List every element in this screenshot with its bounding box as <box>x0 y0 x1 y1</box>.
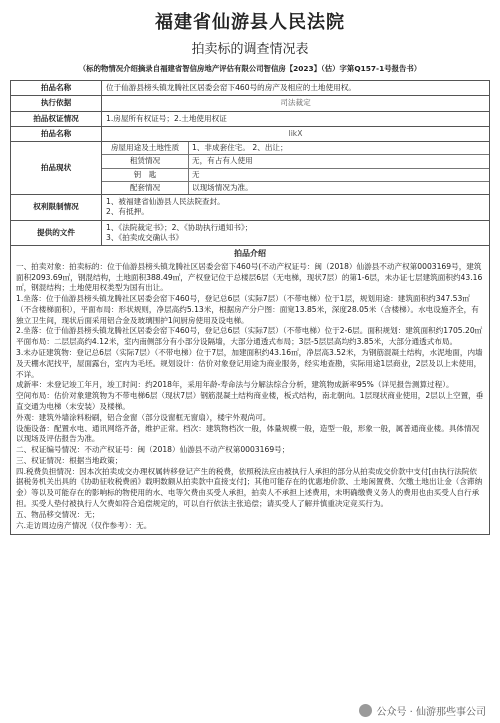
status-key: 配套情况 <box>102 181 189 194</box>
status-cell <box>102 142 490 195</box>
label-provided-documents: 提供的文件 <box>11 220 102 246</box>
description-paragraph: 二、权证编号情况：不动产权证号：闽（2018）仙游县不动产权第0003169号； <box>16 445 290 455</box>
restriction-line: 2、有抵押。 <box>106 207 149 217</box>
appraisal-basis-note: （标的物情况介绍摘录自福建省智信房地产评估有限公司智信房【2023】（估）字第Q157-1号报告书） <box>78 64 422 73</box>
row-provided-documents <box>11 220 490 246</box>
description-paragraph: 空间布局：估价对象建筑物为不带电梯6层（现状7层）钢筋混凝土结构商业楼，板式结构，南北朝向。1层现状商业使用，2层以上空置，垂直交通为电梯（未安装）及楼梯。 <box>16 391 484 411</box>
description-paragraph: 外观：建筑外墙涂料粉刷，铝合金窗（部分设窗框无窗扇），楼宇外观尚可。 <box>16 412 271 422</box>
description-paragraph: 五、物品移交情况：无； <box>16 509 100 519</box>
label-rights-certificate: 拍品权证情况 <box>11 111 102 126</box>
row-execution-basis <box>11 96 490 111</box>
description-paragraph: 一、拍卖对象：拍卖标的：位于仙游县榜头镇龙腾社区居委会窑下460号(不动产权证号：闽（2018）仙游县不动产权第0003169号，建筑面积2093.69㎡，钢混结构，土地面积388.49㎡，产权登记位于总楼层6层（无电梯，现状7层）的第1-6层，未办证七层建筑面积约43.16㎡，钢混结构；土地使用权类型为国有出让。 <box>16 261 483 293</box>
description-paragraph: 四.税费负担情况：因本次拍卖成交办理权属转移登记产生的税费，依照税法应由被执行人承担的部分从拍卖成交价款中支付[由执行法院依据税务机关出具的《协助征收税费函》载明数额从拍卖款中直接支付]；其他可能存在的优惠地价款、土地闲置费、欠缴土地出让金（含滞纳金）等以及可能存在的影响标的物使用的水、电等欠费由买受人承担，拍卖人不承担上述费用，未明确缴费义务人的费用也由买受人自行承担。买受人垫付被执行人欠费如符合追偿规定的，可以自行依法主张追偿；请买受人了解并慎重决定竞买行为。 <box>16 466 483 508</box>
document-line: 3、《拍卖成交确认书》 <box>106 232 183 242</box>
value-item-name: 位于仙游县榜头镇龙腾社区居委会窑下460号的房产及相应的土地使用权。 <box>102 81 490 96</box>
item-description-title: 拍品介绍 <box>234 249 266 258</box>
description-paragraph: 六.走访周边房产情况（仅作参考）：无。 <box>16 520 152 530</box>
description-paragraph: 2.坐落：位于仙游县榜头镇龙腾社区居委会窑下460号，登记总6层（实际7层）（不带电梯）位于2-6层。面积规划：建筑面积约1705.20㎡平面布局：二层层高约4.12米，室内南侧部分有小部分设隔墙，大部分通透式布局；3层-5层层高均约3.85米，大部分通透式布局。 <box>16 326 483 347</box>
row-item-status <box>11 142 490 195</box>
label-execution-basis: 执行依据 <box>11 96 102 111</box>
wechat-watermark <box>355 702 490 719</box>
description-paragraph: 3.未办证建筑物：登记总6层（实际7层）（不带电梯）位于7层，加建面积约43.16㎡，净层高3.52米，为钢筋混凝土结构，水泥地面，内墙及天棚水泥找平，屋面露台，室内为毛坯。规划设计：估价对象登记用途为商业服务，经实地查勘，实际用途1层商业，2层及以上未使用，不详。 <box>16 348 483 379</box>
wechat-logo-icon <box>359 704 372 717</box>
document-title: 拍卖标的调查情况表 <box>191 42 309 57</box>
document-line: 1、《法院裁定书》；2、《协助执行通知书》； <box>106 222 253 232</box>
description-paragraph: 设施设备：配置水电、通讯网络齐备，维护正常。档次：建筑物档次一般，体量规模一般，造型一般，形象一般，属普通商业楼。具体情况以现场及评估报告为准。 <box>16 423 480 444</box>
status-value: 1、非成套住宅。 2、出让； <box>189 142 490 155</box>
item-description-cell <box>11 246 490 535</box>
row-item-description <box>11 246 490 535</box>
value-rights-certificate: 1.房屋所有权证号；2.土地使用权证 <box>102 111 490 126</box>
status-value: 无，有占有人使用 <box>189 155 490 168</box>
row-item-name-2 <box>11 126 490 141</box>
description-paragraph: 三、权证情况：根据当地政策； <box>16 455 123 465</box>
value-provided-documents <box>102 220 490 246</box>
row-item-name <box>11 81 490 96</box>
status-value: 无 <box>189 168 490 181</box>
value-item-name-2: likX <box>102 126 490 141</box>
restriction-line: 1、被福建省仙游县人民法院查封。 <box>106 197 225 206</box>
label-item-status: 拍品现状 <box>11 142 102 195</box>
description-paragraph: 成新率：未登记竣工年月，竣工时间：约2018年，采用年龄-寿命法与分解法综合分析，建筑物成新率95%（详见报告测算过程）。 <box>16 380 454 390</box>
label-rights-restrictions: 权利限制情况 <box>11 195 102 221</box>
row-rights-restrictions <box>11 195 490 221</box>
row-rights-certificate <box>11 111 490 126</box>
status-key: 房屋用途及土地性质 <box>102 142 189 155</box>
label-item-name: 拍品名称 <box>11 81 102 96</box>
value-rights-restrictions <box>102 195 490 221</box>
status-subtable <box>102 142 489 194</box>
description-paragraph: 1.坐落：位于仙游县榜头镇龙腾社区居委会窑下460号，登记总6层（实际7层）（不带电梯）位于1层，规划用途：建筑面积约347.53㎡（不含楼梯面积），平面布局：形状规则，净层高约5.13米，根据房产分户图：面宽13.85米，深度28.05米（含楼梯）。水电设施齐全，有独立卫生间，现状后面采用铝合金及玻璃围护1间厨房使用及设电梯。 <box>16 294 479 325</box>
investigation-table <box>10 80 490 535</box>
watermark-text: 公众号 · 仙游那些事公司 <box>376 707 486 718</box>
status-value: 以现场情况为准。 <box>192 182 253 192</box>
court-name: 福建省仙游县人民法院 <box>155 12 345 33</box>
status-row <box>102 155 489 168</box>
status-key: 租赁情况 <box>102 155 189 168</box>
status-row <box>102 181 489 194</box>
status-row <box>102 142 489 155</box>
status-row <box>102 168 489 181</box>
label-item-name-2: 拍品名称 <box>11 126 102 141</box>
value-execution-basis: 司法裁定 <box>102 96 490 111</box>
status-key: 钥 匙 <box>102 168 189 181</box>
